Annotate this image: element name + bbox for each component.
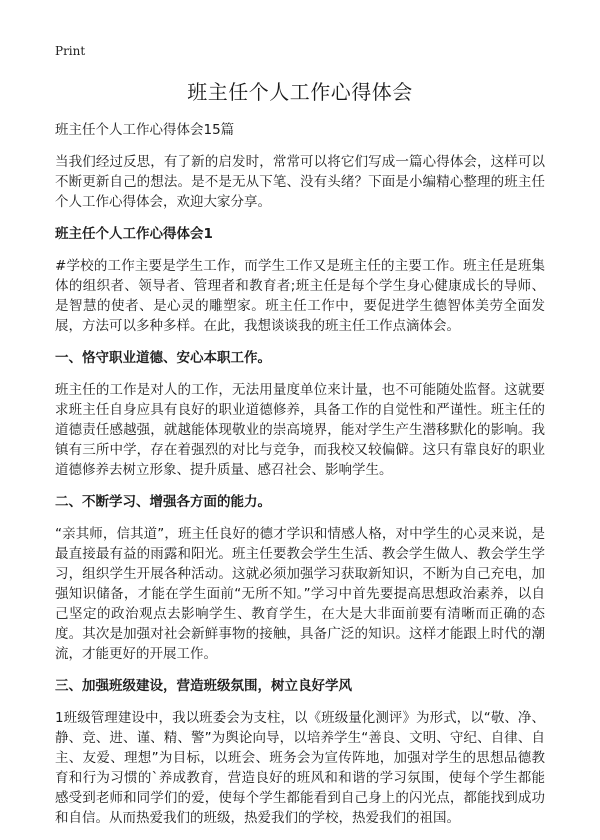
- point-body-1: 班主任的工作是对人的工作，无法用量度单位来计量，也不可能随处监督。这就要求班主任自身应具有良好的职业道德修养，具备工作的自觉性和严谨性。班主任的道德责任感越强，就越能体现敬业的崇高境界，能对学生产生潜移默化的影响。我镇有三所中学，存在着强烈的对比与竞争，而我校又较偏僻。这只有靠良好的职业道德修养去树立形象、提升质量、感召社会、影响学生。: [55, 382, 545, 478]
- page-title: 班主任个人工作心得体会: [187, 80, 413, 104]
- point-heading-1: 一、恪守职业道德、安心本职工作。: [55, 350, 271, 366]
- section-intro-paragraph: #学校的工作主要是学生工作，而学生工作又是班主任的主要工作。班主任是班集体的组织者、领导者、管理者和教育者;班主任是每个学生身心健康成长的导师、是智慧的使者、是心灵的雕塑家。班主任工作中，要促进学生德智体美劳全面发展，方法可以多种多样。在此，我想谈谈我的班主任工作点滴体会。: [55, 258, 545, 334]
- point-body-3: 1班级管理建设中，我以班委会为支柱，以《班级量化测评》为形式，以“敬、净、静、竞、进、谨、精、警”为舆论向导，以培养学生“善良、文明、守纪、自律、自主、友爱、理想”为目标，以班会、班务会为宣传阵地，加强对学生的思想品德教育和行为习惯的`养成教育，营造良好的班风和和谐的学习氛围，使每个学生都能感受到老师和同学们的爱，使每个学生都能看到自己身上的闪光点，都能找到成功和自信。从而热爱我们的班级，热爱我们的学校，热爱我们的祖国。: [55, 710, 545, 826]
- intro-paragraph: 当我们经过反思，有了新的启发时，常常可以将它们写成一篇心得体会，这样可以不断更新自己的想法。是不是无从下笔、没有头绪？下面是小编精心整理的班主任个人工作心得体会，欢迎大家分享。: [55, 154, 545, 210]
- point-heading-2: 二、不断学习、增强各方面的能力。: [55, 494, 271, 510]
- point-body-2: “亲其师，信其道”，班主任良好的德才学识和情感人格，对中学生的心灵来说，是最直接最有益的雨露和阳光。班主任要教会学生生活、教会学生做人、教会学生学习，组织学生开展各种活动。这就必须加强学习获取新知识，不断为自己充电，加强知识储备，才能在学生面前“无所不知。”学习中首先要提高思想政治素养，以自己坚定的政治观点去影响学生、教育学生，在大是大非面前要有清晰而正确的态度。其次是加强对社会新鲜事物的接触，具备广泛的知识。这样才能跟上时代的潮流，才能更好的开展工作。: [55, 526, 545, 662]
- document-body: [55, 78, 545, 840]
- section-heading: 班主任个人工作心得体会1: [55, 226, 213, 242]
- point-heading-3: 三、加强班级建设，营造班级氛围，树立良好学风: [55, 678, 352, 694]
- print-link[interactable]: Print: [55, 44, 86, 58]
- document-subtitle: 班主任个人工作心得体会15篇: [55, 122, 235, 138]
